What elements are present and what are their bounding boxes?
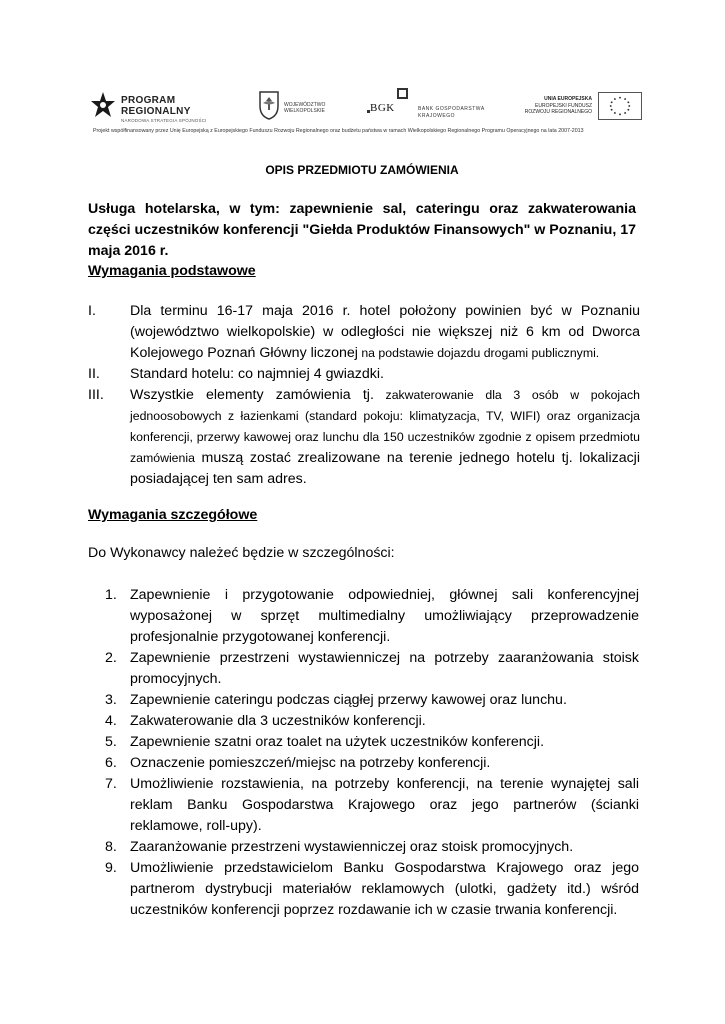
detail-intro: Do Wykonawcy należeć będzie w szczególności: [88, 545, 395, 561]
bgk-logo [370, 86, 520, 126]
item-text: Dla terminu 16-17 maja 2016 r. hotel położony powinien być w Poznaniu (województwo wielkopolskie) w odległości nie większej niż 6 km od Dworca Kolejowego Poznań Główny liczonej [130, 303, 640, 361]
program-logo-line1: PROGRAM [121, 95, 176, 106]
eu-logo-line3: ROZWOJU REGIONALNEGO [524, 109, 592, 115]
item-number: II. [88, 366, 100, 382]
detail-requirements-list [105, 585, 639, 921]
item-number: III. [88, 387, 104, 403]
funding-note: Projekt współfinansowany przez Unię Europejską z Europejskiego Funduszu Rozwoju Regionalnego oraz budżetu państwa w ramach Wielkopolskiego Regionalnego Programu Operacyjnego na lata 2007-2013 [93, 128, 584, 134]
bank-logo-line2: KRAJOWEGO [418, 113, 456, 119]
list-item [105, 711, 639, 732]
detail-requirements-heading: Wymagania szczegółowe [88, 507, 258, 523]
item-text: Zapewnienie cateringu podczas ciągłej przerwy kawowej oraz lunchu. [130, 692, 567, 708]
item-text: Zaaranżowanie przestrzeni wystawienniczej oraz stoisk promocyjnych. [130, 839, 574, 855]
item-number: 7. [105, 776, 117, 792]
eu-logo-line2: EUROPEJSKI FUNDUSZ [535, 103, 592, 109]
list-item [88, 301, 640, 364]
item-number: 3. [105, 692, 117, 708]
list-item [105, 753, 639, 774]
program-logo-mark-icon [88, 90, 118, 120]
list-item [105, 648, 639, 690]
bank-logo-line1: BANK GOSPODARSTWA [418, 106, 485, 112]
eu-flag-icon [598, 92, 642, 120]
item-text: Wszystkie elementy zamówienia tj. [130, 387, 374, 403]
eu-logo-line1: UNIA EUROPEJSKA [544, 96, 592, 102]
list-item [88, 364, 640, 385]
item-text: Zapewnienie przestrzeni wystawienniczej na potrzeby zaaranżowania stoisk promocyjnych. [130, 650, 639, 687]
item-text: Zapewnienie i przygotowanie odpowiedniej, głównej sali konferencyjnej wyposażonej w sprzęt multimedialny umożliwiający przeprowadzenie profesjonalnie przygotowanej konferencji. [130, 587, 639, 645]
item-text: Zakwaterowanie dla 3 uczestników konferencji. [130, 713, 426, 729]
list-item [105, 732, 639, 753]
item-text: Zapewnienie szatni oraz toalet na użytek uczestników konferencji. [130, 734, 545, 750]
item-number: 2. [105, 650, 117, 666]
list-item [105, 585, 639, 648]
item-number: I. [88, 303, 96, 319]
region-logo-line2: WIELKOPOLSKIE [284, 108, 325, 114]
region-logo-line1: WOJEWÓDZTWO [284, 102, 326, 108]
item-number: 8. [105, 839, 117, 855]
bgk-square-icon [397, 88, 408, 99]
item-text-rest: muszą zostać zrealizowane na terenie jednego hotelu tj. lokalizacji posiadającej ten sam adres. [130, 450, 640, 487]
item-text: Umożliwienie przedstawicielom Banku Gospodarstwa Krajowego oraz jego partnerom dystrybucji materiałów reklamowych (ulotki, gadżety itd.) wśród uczestników konferencji poprzez rozdawanie ich w czasie trwania konferencji. [130, 860, 639, 918]
item-text: Standard hotelu: co najmniej 4 gwiazdki. [130, 366, 384, 382]
crest-icon [258, 90, 280, 120]
wojewodztwo-logo [258, 90, 348, 124]
item-text-small: na podstawie dojazdu drogami publicznymi. [357, 346, 600, 360]
page-title: OPIS PRZEDMIOTU ZAMÓWIENIA [265, 163, 459, 177]
list-item [105, 690, 639, 711]
subject-text: Usługa hotelarska, w tym: zapewnienie sal, cateringu oraz zakwaterowania części uczestników konferencji "Giełda Produktów Finansowych" w Poznaniu, 17 maja 2016 r. [88, 201, 636, 259]
bgk-abbr: BGK [370, 102, 395, 114]
basic-requirements-list [88, 301, 640, 490]
item-text-small: zakwaterowanie dla 3 osób w pokojach jednoosobowych z łazienkami (standard pokoju: klimatyzacja, TV, WIFI) oraz organizacja konferencji, przerwy kawowej oraz lunchu dla 150 uczestników zgodnie z opisem przedmiotu zamówienia [130, 388, 640, 465]
item-text: Umożliwienie rozstawienia, na potrzeby konferencji, na terenie wynajętej sali reklam Banku Gospodarstwa Krajowego oraz jego partnerów (ścianki reklamowe, roll-upy). [130, 776, 639, 834]
item-number: 1. [105, 587, 117, 603]
program-regionalny-logo [88, 86, 238, 126]
list-item [105, 837, 639, 858]
item-text: Oznaczenie pomieszczeń/miejsc na potrzeby konferencji. [130, 755, 491, 771]
list-item [105, 858, 639, 921]
basic-requirements-heading: Wymagania podstawowe [88, 263, 256, 279]
item-number: 6. [105, 755, 117, 771]
list-item [88, 385, 640, 490]
header-logos [88, 86, 640, 126]
program-logo-line2: REGIONALNY [121, 106, 191, 117]
program-logo-line3: NARODOWA STRATEGIA SPÓJNOŚCI [121, 118, 207, 123]
item-number: 4. [105, 713, 117, 729]
item-number: 9. [105, 860, 117, 876]
eu-logo [524, 92, 642, 122]
list-item [105, 774, 639, 837]
item-number: 5. [105, 734, 117, 750]
